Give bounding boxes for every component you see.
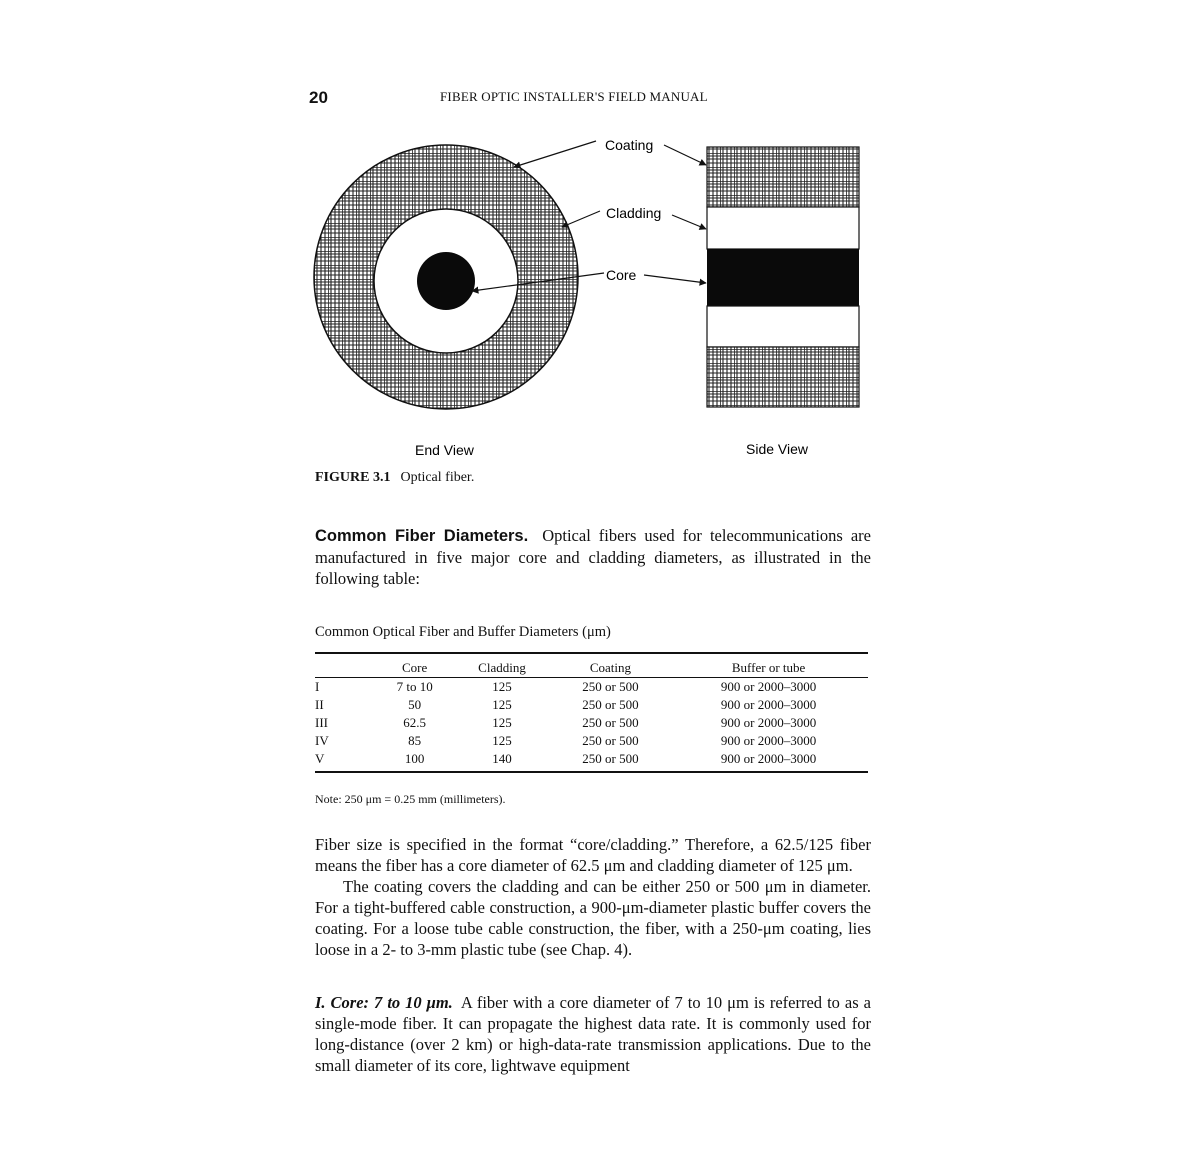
section-paragraph — [315, 525, 871, 589]
caption-number: FIGURE 3.1 — [315, 470, 391, 485]
table-row — [315, 714, 868, 732]
table-cell: II — [315, 697, 324, 712]
table-cell: 125 — [492, 697, 512, 712]
column-header: Cladding — [478, 660, 526, 675]
table-cell: 900 or 2000–3000 — [720, 697, 817, 712]
column-header: Core — [402, 660, 428, 675]
table-cell: V — [315, 751, 325, 766]
column-header: Coating — [589, 660, 632, 675]
table-header-row — [315, 658, 868, 678]
table-note: Note: 250 μm = 0.25 mm (millimeters). — [315, 792, 506, 806]
paragraph-coating: The coating covers the cladding and can be either 250 or 500 μm in diameter. For a tight-buffered cable construction, a 900-μm-diameter plastic buffer covers the coating. For a loose tube cable construction, the fiber, with a 250-μm coating, lies loose in a 2- to 3-mm plastic tube (see Chap. 4). — [315, 877, 871, 959]
section-text: Optical fibers used for telecommunications are manufactured in five major core and cladding diameters, as illustrated in the following table: — [315, 526, 871, 588]
core-type-i-text: A fiber with a core diameter of 7 to 10 μm is referred to as a single-mode fiber. It can propagate the highest data rate. It is commonly used for long-distance (over 2 km) or high-data-rate transmission applications. Due to the small diameter of its core, lightwave equipment — [315, 993, 871, 1075]
running-head: FIBER OPTIC INSTALLER'S FIELD MANUAL — [440, 89, 708, 104]
table-cell: 250 or 500 — [582, 751, 639, 766]
table-cell: 250 or 500 — [582, 697, 639, 712]
label-core: Core — [606, 267, 637, 283]
table-bottom-rule — [315, 771, 868, 773]
label-coating: Coating — [605, 137, 654, 153]
table-cell: 125 — [492, 733, 512, 748]
column-header: Buffer or tube — [731, 660, 806, 675]
table-cell: 250 or 500 — [582, 679, 639, 694]
core-type-i-heading: I. Core: 7 to 10 μm. — [315, 993, 453, 1012]
table-row — [315, 678, 868, 696]
table-cell: 250 or 500 — [582, 715, 639, 730]
table-cell: 125 — [492, 679, 512, 694]
table-row — [315, 732, 868, 750]
table-row — [315, 696, 868, 714]
table-cell: I — [315, 679, 320, 694]
label-end-view: End View — [415, 442, 474, 458]
body-block — [315, 834, 871, 960]
column-header — [315, 658, 377, 678]
figure-caption — [315, 470, 474, 486]
side-view — [707, 147, 859, 407]
table-cell: 50 — [408, 697, 422, 712]
table-cell: 900 or 2000–3000 — [720, 715, 817, 730]
table-cell: 125 — [492, 715, 512, 730]
section-heading: Common Fiber Diameters. — [315, 527, 529, 545]
paragraph-fiber-size: Fiber size is specified in the format “core/cladding.” Therefore, a 62.5/125 fiber means the fiber has a core diameter of 62.5 μm and cladding diameter of 125 μm. — [315, 835, 871, 875]
table-cell: 900 or 2000–3000 — [720, 679, 817, 694]
label-cladding: Cladding — [606, 205, 662, 221]
table-cell: 85 — [408, 733, 422, 748]
table-row — [315, 750, 868, 768]
table-cell: 62.5 — [403, 715, 427, 730]
table-cell: 140 — [492, 751, 512, 766]
page-number: 20 — [309, 88, 328, 107]
fiber-diagram — [300, 125, 880, 465]
table-cell: 900 or 2000–3000 — [720, 751, 817, 766]
body-block-core — [315, 992, 871, 1076]
table-cell: 900 or 2000–3000 — [720, 733, 817, 748]
table-cell: 100 — [404, 751, 425, 766]
table-cell: 250 or 500 — [582, 733, 639, 748]
table-title: Common Optical Fiber and Buffer Diameters (μm) — [315, 624, 611, 640]
diameter-table — [315, 658, 868, 768]
caption-text: Optical fiber. — [400, 470, 475, 485]
table-cell: IV — [315, 733, 329, 748]
table-cell: III — [315, 715, 328, 730]
table-cell: 7 to 10 — [396, 679, 433, 694]
paragraph-core-type-i — [315, 992, 871, 1076]
table-top-rule — [315, 652, 868, 654]
core-disk — [417, 252, 475, 310]
label-side-view: Side View — [746, 441, 809, 457]
